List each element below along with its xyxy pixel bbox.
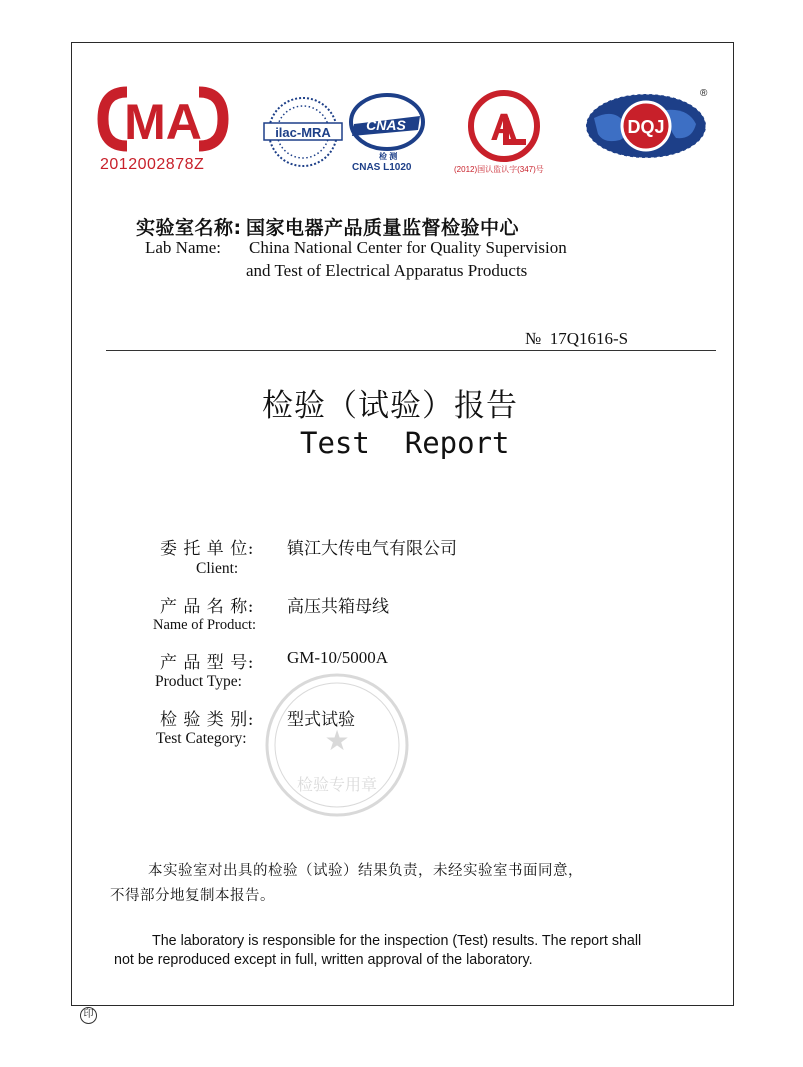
- report-title-en: Test Report: [300, 426, 510, 460]
- inspection-seal-icon: [262, 670, 412, 820]
- cnas-sub: 检 测: [379, 152, 398, 161]
- lab-name-en-label: Lab Name:: [145, 238, 221, 257]
- cma-mark-text: MA: [124, 94, 202, 150]
- cma-logo: [97, 84, 229, 180]
- test-category-label-cn: 检 验 类 别:: [160, 710, 254, 730]
- cma-number: 2012002878Z: [100, 156, 205, 173]
- lab-name-en-line2: and Test of Electrical Apparatus Products: [246, 261, 528, 280]
- lab-name-en-line1: China National Center for Quality Supervision: [249, 238, 567, 257]
- client-label-en: Client:: [196, 560, 239, 577]
- notice-cn-line2: 不得部分地复制本报告。: [110, 888, 275, 904]
- notice-en-line2: not be reproduced except in full, written approval of the laboratory.: [114, 952, 533, 968]
- cal-mark-icon: A: [490, 107, 518, 149]
- report-number: [525, 329, 628, 349]
- product-name-label-cn: 产 品 名 称:: [160, 597, 254, 617]
- product-name-label-en: Name of Product:: [153, 617, 257, 633]
- test-category-label-en: Test Category:: [156, 730, 247, 747]
- notice-cn-line1: 本实验室对出具的检验（试验）结果负责，未经实验室书面同意，: [148, 863, 583, 879]
- cnas-text: CNAS: [366, 117, 406, 133]
- client-label-cn: 委 托 单 位:: [160, 539, 254, 559]
- report-title-cn: 检验（试验）报告: [262, 388, 518, 424]
- report-number-value: 17Q1616-S: [549, 329, 629, 348]
- test-category-value: 型式试验: [287, 710, 355, 730]
- client-value: 镇江大传电气有限公司: [287, 539, 457, 559]
- ilac-text: ilac-MRA: [275, 125, 331, 140]
- quality-mark-logo: [584, 88, 714, 162]
- product-name-value: 高压共箱母线: [287, 597, 389, 617]
- notice-en-line1: The laboratory is responsible for the inspection (Test) results. The report shall: [152, 933, 642, 949]
- product-type-value: GM-10/5000A: [287, 648, 389, 667]
- print-mark-icon: 印: [80, 1007, 97, 1024]
- lab-name-cn-label: 实验室名称:: [136, 217, 242, 239]
- quality-mark-text: DQJ: [627, 117, 665, 137]
- cnas-number: CNAS L1020: [352, 162, 412, 173]
- report-number-prefix: №: [525, 329, 542, 348]
- seal-text: 检验专用章: [296, 775, 378, 794]
- svg-text:★: ★: [324, 724, 350, 757]
- cnas-logo: [346, 92, 428, 176]
- cal-logo: [446, 88, 566, 176]
- product-type-label-en: Product Type:: [155, 673, 242, 690]
- product-type-label-cn: 产 品 型 号:: [160, 653, 254, 673]
- registered-mark: ®: [700, 88, 708, 99]
- cal-number: (2012)国认监认字(347)号: [454, 165, 544, 174]
- header-divider: [106, 350, 716, 351]
- cma-mark-icon: [97, 84, 229, 154]
- ilac-mra-logo: [260, 94, 346, 170]
- lab-name-cn: 国家电器产品质量监督检验中心: [246, 217, 520, 239]
